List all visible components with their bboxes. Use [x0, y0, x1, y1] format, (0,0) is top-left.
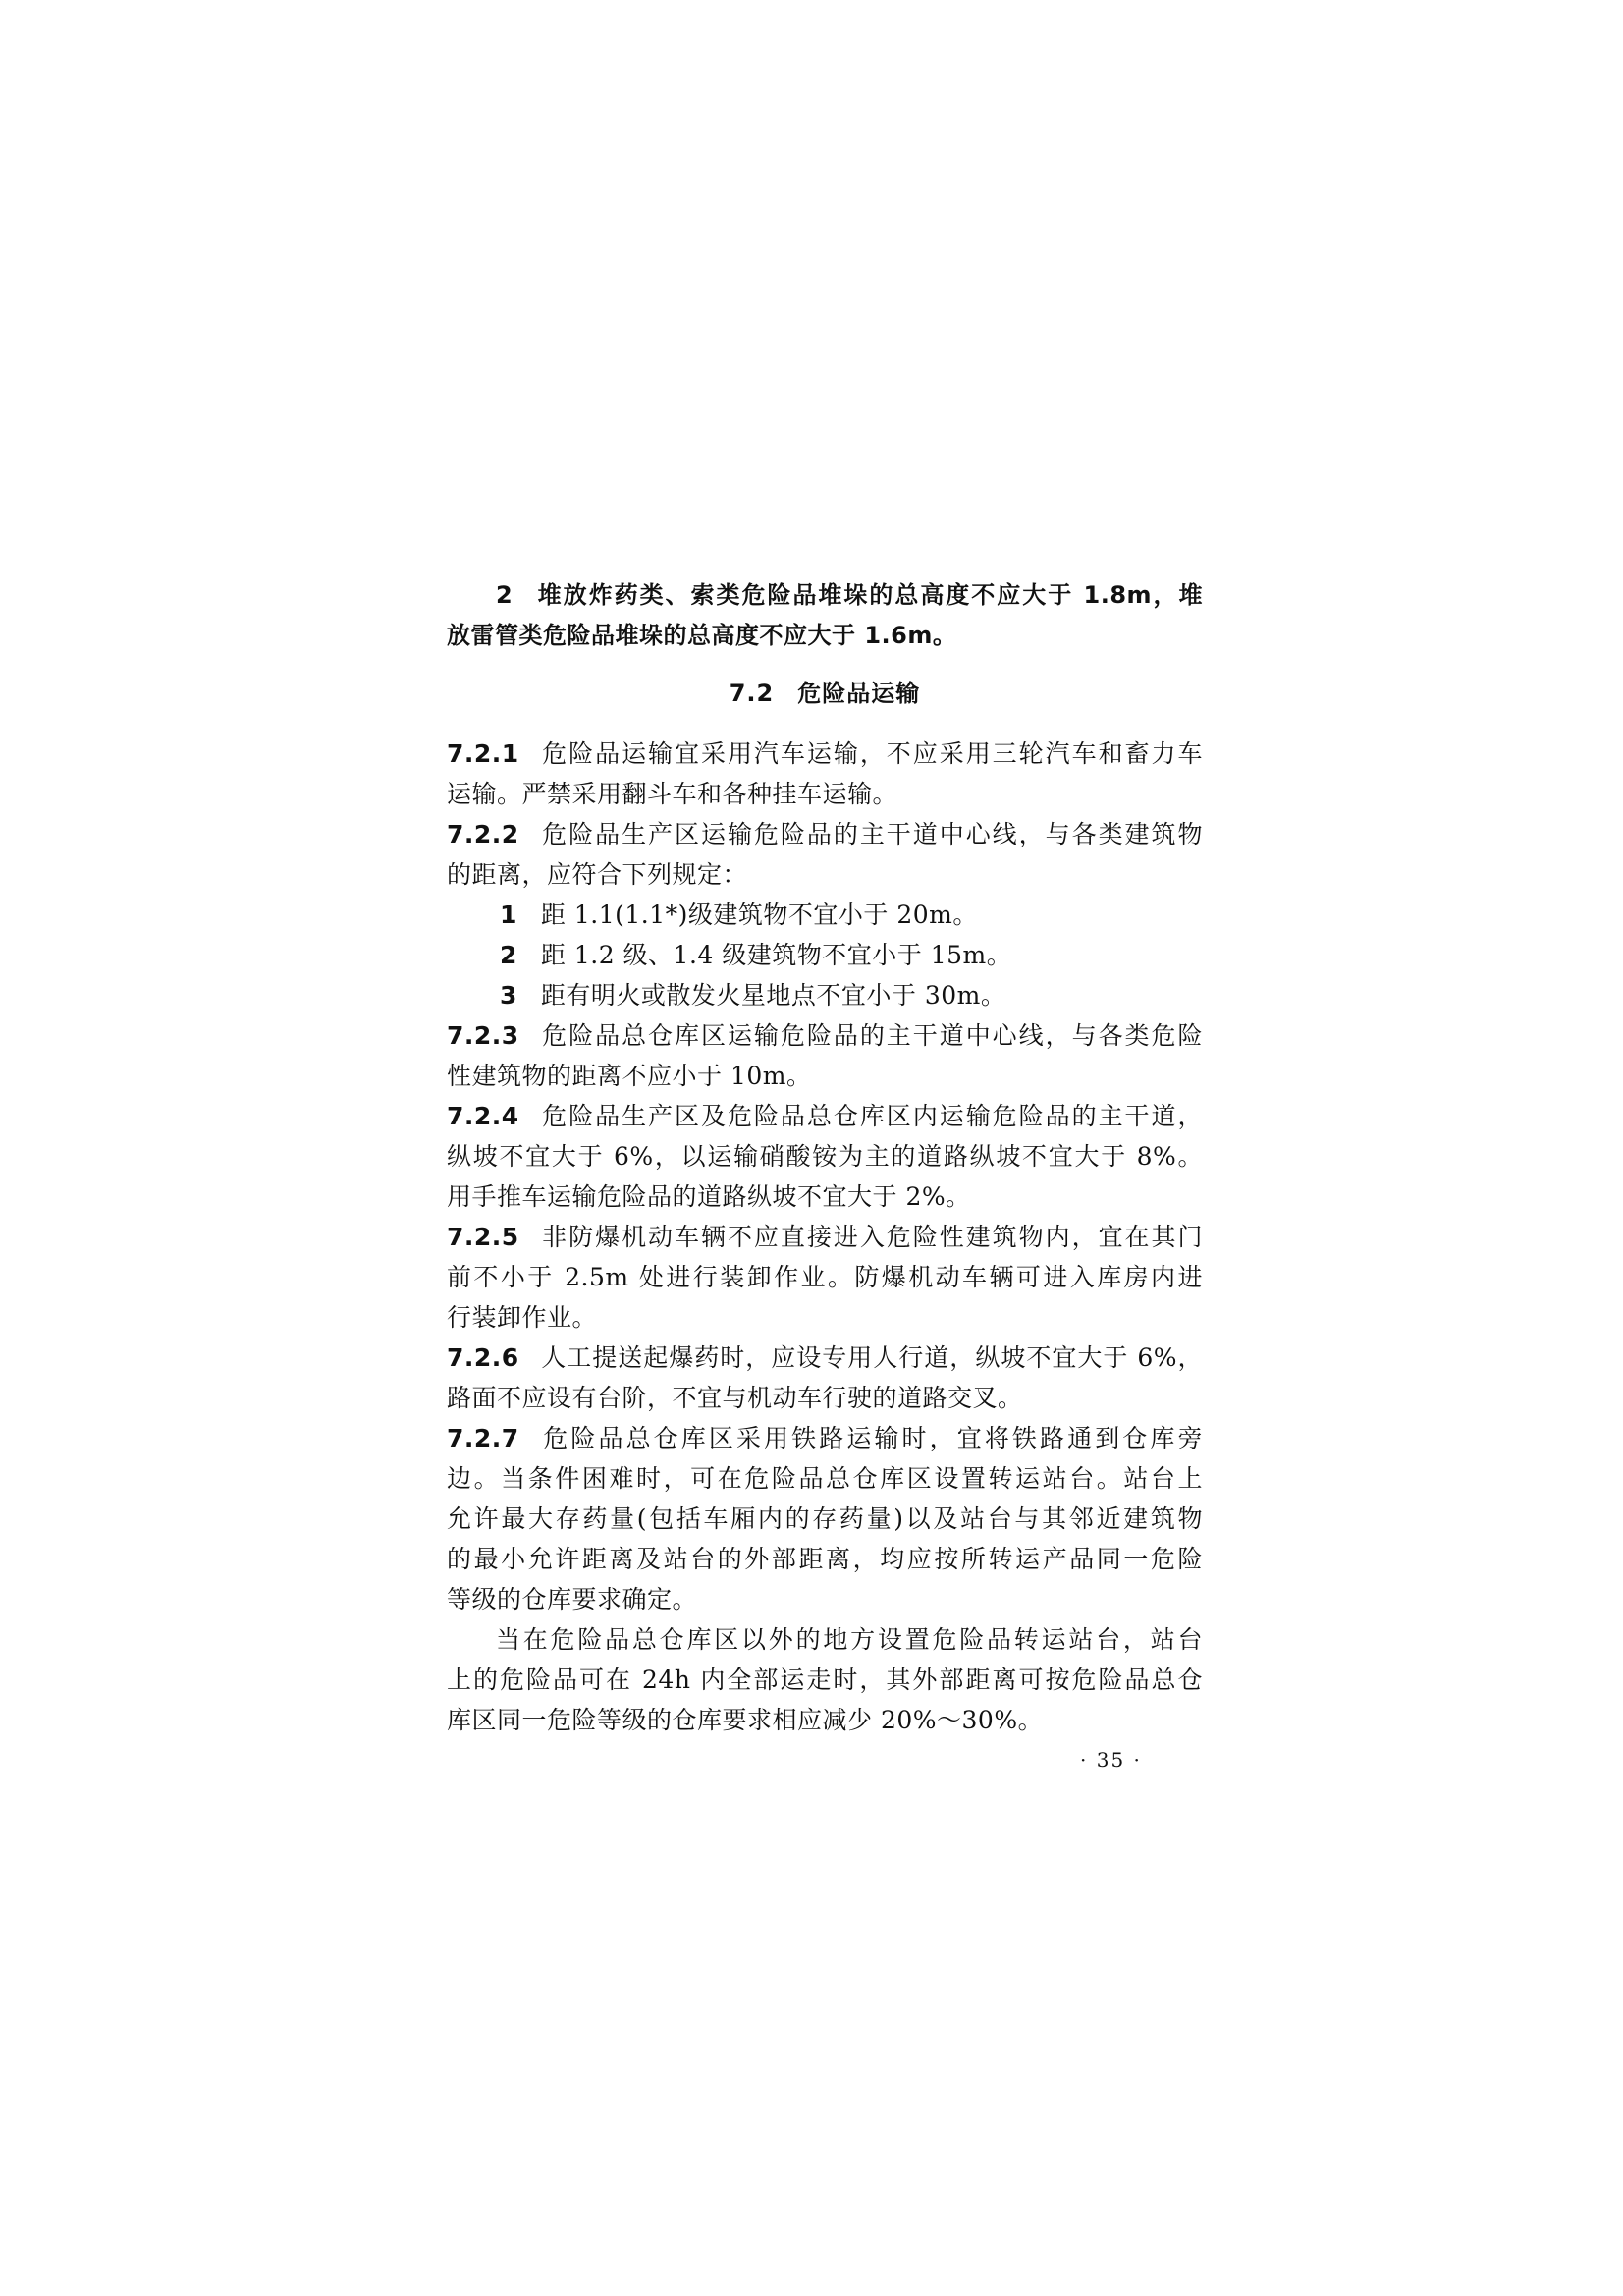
clause-7-2-7-line3: 允许最大存药量(包括车厢内的存药量)以及站台与其邻近建筑物 — [447, 1504, 1203, 1533]
clause-7-2-7-line2: 边。当条件困难时，可在危险品总仓库区设置转运站台。站台上 — [447, 1464, 1203, 1493]
clause-7-2-4-number: 7.2.4 — [447, 1102, 519, 1130]
item2-line1 — [447, 575, 1203, 615]
clause-7-2-4-line3: 用手推车运输危险品的道路纵坡不宜大于 2%。 — [447, 1182, 971, 1211]
section-heading — [447, 674, 1203, 713]
item2-number: 2 — [496, 581, 514, 609]
page-number: · 35 · — [1080, 1748, 1142, 1772]
para-last-line2: 上的危险品可在 24h 内全部运走时，其外部距离可按危险品总仓 — [447, 1666, 1203, 1694]
section-number: 7.2 — [729, 680, 775, 707]
section-title: 危险品运输 — [797, 680, 921, 707]
item2-line2: 放雷管类危险品堆垛的总高度不应大于 1.6m。 — [447, 622, 957, 649]
clause-7-2-3-line2: 性建筑物的距离不应小于 10m。 — [447, 1062, 812, 1090]
para-last-line1: 当在危险品总仓库区以外的地方设置危险品转运站台，站台 — [496, 1625, 1203, 1654]
para-last-line3: 库区同一危险等级的仓库要求相应减少 20%～30%。 — [447, 1706, 1044, 1734]
clause-7-2-4-line1: 7.2.4 危险品生产区及危险品总仓库区内运输危险品的主干道， — [447, 1102, 1203, 1130]
clause-7-2-2-item-1: 1 距 1.1(1.1*)级建筑物不宜小于 20m。 — [500, 901, 978, 929]
clause-7-2-5-line1: 7.2.5 非防爆机动车辆不应直接进入危险性建筑物内，宜在其门 — [447, 1223, 1203, 1251]
clause-7-2-3-number: 7.2.3 — [447, 1021, 519, 1050]
clause-7-2-1-line2: 运输。严禁采用翻斗车和各种挂车运输。 — [447, 780, 898, 808]
clause-7-2-4-line2: 纵坡不宜大于 6%，以运输硝酸铵为主的道路纵坡不宜大于 8%。 — [447, 1142, 1203, 1171]
clause-7-2-1-line1: 7.2.1 危险品运输宜采用汽车运输，不应采用三轮汽车和畜力车 — [447, 739, 1203, 768]
clause-7-2-1-number: 7.2.1 — [447, 739, 519, 768]
clause-7-2-3-line1: 7.2.3 危险品总仓库区运输危险品的主干道中心线，与各类危险 — [447, 1021, 1203, 1050]
clause-7-2-7-number: 7.2.7 — [447, 1424, 519, 1452]
clause-7-2-5-line3: 行装卸作业。 — [447, 1303, 598, 1332]
clause-7-2-2-line2: 的距离，应符合下列规定： — [447, 860, 748, 889]
clause-7-2-2-number: 7.2.2 — [447, 820, 519, 848]
clause-7-2-2-item-2: 2 距 1.2 级、1.4 级建筑物不宜小于 15m。 — [500, 941, 1012, 969]
clause-7-2-7-line5: 等级的仓库要求确定。 — [447, 1585, 698, 1613]
clause-7-2-7-line1: 7.2.7 危险品总仓库区采用铁路运输时，宜将铁路通到仓库旁 — [447, 1424, 1203, 1452]
clause-7-2-2-line1: 7.2.2 危险品生产区运输危险品的主干道中心线，与各类建筑物 — [447, 820, 1203, 848]
item2-text1: 堆放炸药类、索类危险品堆垛的总高度不应大于 1.8m，堆 — [536, 581, 1203, 609]
clause-7-2-6-line2: 路面不应设有台阶，不宜与机动车行驶的道路交叉。 — [447, 1384, 1023, 1412]
clause-7-2-7-line4: 的最小允许距离及站台的外部距离，均应按所转运产品同一危险 — [447, 1545, 1203, 1573]
clause-7-2-6-line1: 7.2.6 人工提送起爆药时，应设专用人行道，纵坡不宜大于 6%， — [447, 1343, 1203, 1372]
clause-7-2-5-line2: 前不小于 2.5m 处进行装卸作业。防爆机动车辆可进入库房内进 — [447, 1263, 1203, 1291]
clause-7-2-2-item-3: 3 距有明火或散发火星地点不宜小于 30m。 — [500, 981, 1006, 1010]
clause-7-2-6-number: 7.2.6 — [447, 1343, 519, 1372]
clause-7-2-5-number: 7.2.5 — [447, 1223, 519, 1251]
